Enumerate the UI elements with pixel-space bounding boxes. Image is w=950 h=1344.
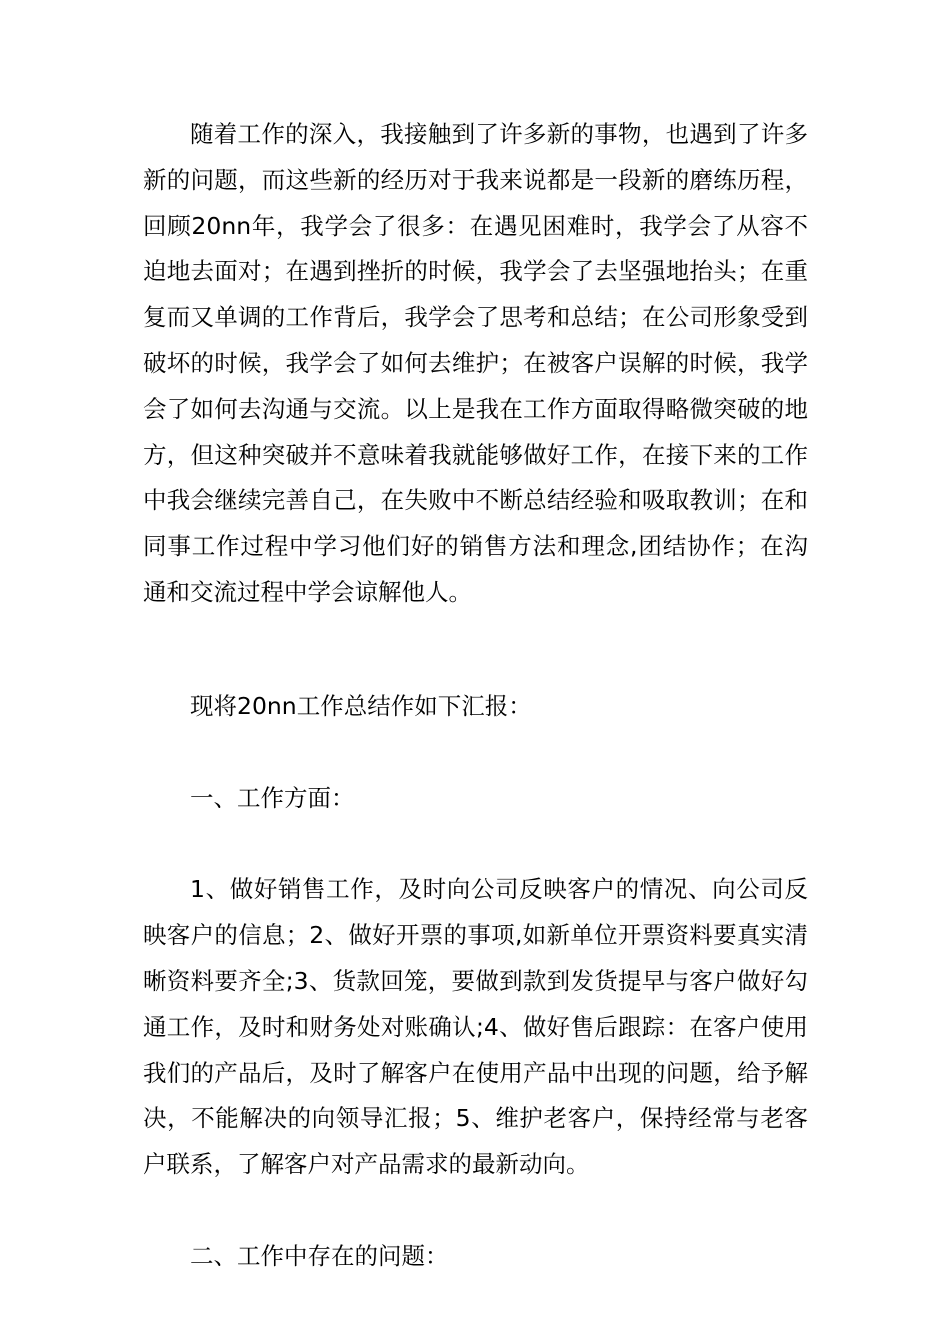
document-body (143, 112, 808, 1280)
paragraph-spacer-3 (143, 821, 808, 867)
paragraph-report-intro: 现将20nn工作总结作如下汇报： (190, 691, 532, 720)
heading-section-two: 二、工作中存在的问题： (190, 1241, 449, 1270)
paragraph-intro: 随着工作的深入，我接触到了许多新的事物，也遇到了许多新的问题，而这些新的经历对于我来说都是一段新的磨练历程，回顾20nn年，我学会了很多：在遇见困难时，我学会了从容不迫地去面对；在遇到挫折的时候，我学会了去坚强地抬头；在重复而又单调的工作背后，我学会了思考和总结；在公司形象受到破坏的时候，我学会了如何去维护；在被客户误解的时候，我学会了如何去沟通与交流。以上是我在工作方面取得略微突破的地方，但这种突破并不意味着我就能够做好工作，在接下来的工作中我会继续完善自己，在失败中不断总结经验和吸取教训；在和同事工作过程中学习他们好的销售方法和理念,团结协作；在沟通和交流过程中学会谅解他人。 (143, 120, 808, 606)
paragraph-section-one-body: 1、做好销售工作，及时向公司反映客户的情况、向公司反映客户的信息；2、做好开票的事项,如新单位开票资料要真实清晰资料要齐全;3、货款回笼，要做到款到发货提早与客户做好勾通工作，及时和财务处对账确认;4、做好售后跟踪：在客户使用我们的产品后，及时了解客户在使用产品中出现的问题，给予解决，不能解决的向领导汇报；5、维护老客户，保持经常与老客户联系，了解客户对产品需求的最新动向。 (143, 875, 808, 1179)
paragraph-spacer-1 (143, 616, 808, 684)
paragraph-spacer-4 (143, 1188, 808, 1234)
paragraph-spacer-2 (143, 730, 808, 776)
heading-section-one: 一、工作方面： (190, 783, 355, 812)
